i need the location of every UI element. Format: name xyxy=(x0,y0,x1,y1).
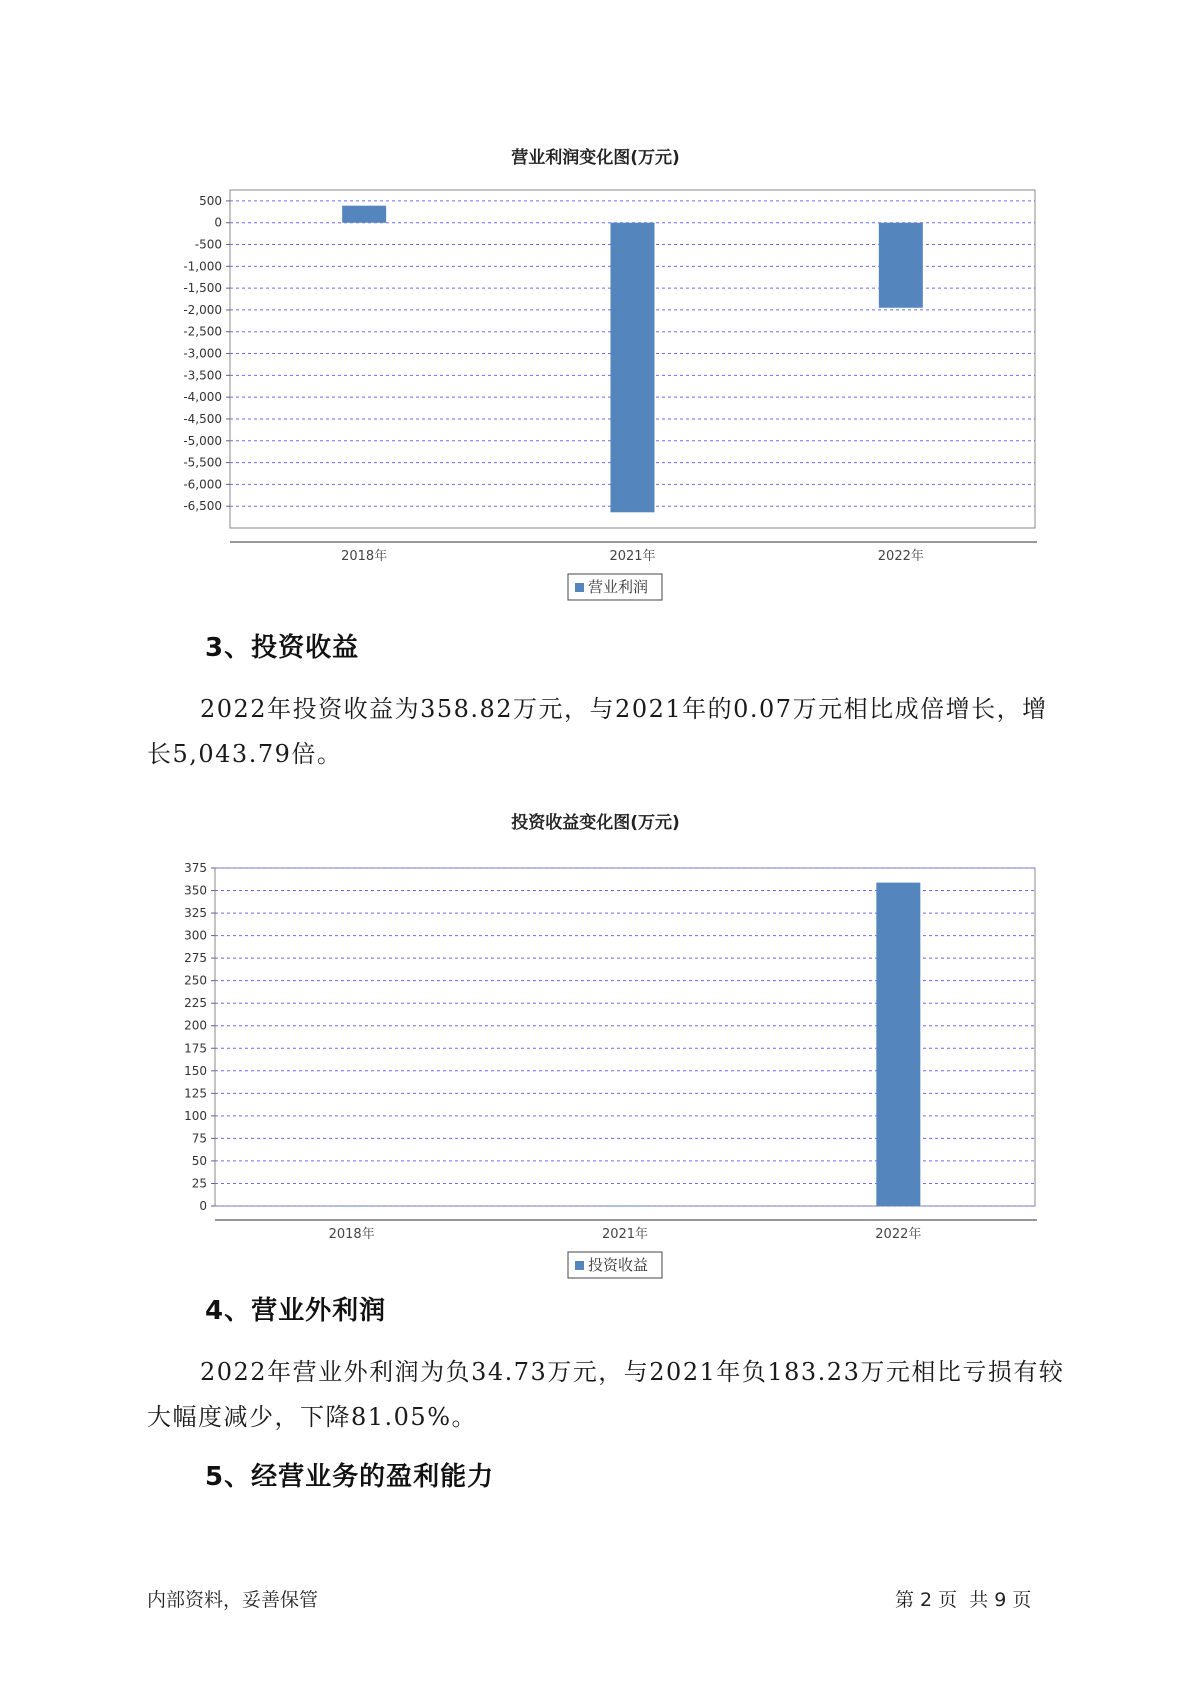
chart2-xtick-label: 2021年 xyxy=(601,1227,649,1242)
chart1-ytick-label: -1,500 xyxy=(183,281,222,296)
chart2-ytick-label: 225 xyxy=(184,996,207,1011)
chart2-ytick-label: 250 xyxy=(184,973,207,988)
chart2-ytick-label: 125 xyxy=(184,1086,207,1101)
chart1-ytick-label: -6,500 xyxy=(183,499,222,514)
chart1-legend-label: 营业利润 xyxy=(588,578,649,596)
chart2-xtick-label: 2022年 xyxy=(875,1227,922,1242)
chart1-ytick-label: -2,000 xyxy=(183,302,222,317)
chart2-title: 投资收益变化图(万元) xyxy=(511,813,680,833)
chart1-ytick-label: -4,500 xyxy=(183,411,222,426)
chart1-xtick-label: 2018年 xyxy=(341,549,388,564)
chart1-xtick-label: 2021年 xyxy=(609,549,656,564)
chart2-ytick-label: 275 xyxy=(184,951,207,966)
section4-paragraph: 2022年营业外利润为负34.73万元，与2021年负183.23万元相比亏损有较大幅度减少，下降81.05%。 xyxy=(147,1358,1065,1431)
chart2-legend-label: 投资收益 xyxy=(588,1256,649,1274)
chart2-bar-3 xyxy=(876,883,920,1206)
section4-heading: 4、营业外利润 xyxy=(205,1296,387,1326)
chart1-ytick-label: -3,000 xyxy=(183,346,222,361)
chart2-ytick-label: 50 xyxy=(191,1153,207,1168)
chart1-ytick-label: 500 xyxy=(199,193,222,208)
section3-paragraph: 2022年投资收益为358.82万元，与2021年的0.07万元相比成倍增长，增长5,043.79倍。 xyxy=(147,695,1048,768)
chart1-legend-swatch xyxy=(575,583,584,592)
chart1-ytick-label: -3,500 xyxy=(183,368,222,383)
chart2-xtick-label: 2018年 xyxy=(328,1227,375,1242)
chart2-bar-1 xyxy=(330,1206,374,1207)
section3-heading: 3、投资收益 xyxy=(205,633,360,663)
chart1-ytick-label: -6,000 xyxy=(183,477,222,492)
chart1-bar-1 xyxy=(342,206,386,223)
chart2-legend-swatch xyxy=(575,1261,584,1270)
chart1-ytick-label: -500 xyxy=(194,237,222,252)
chart1-bar-3 xyxy=(879,223,923,308)
footer-confidential-note: 内部资料，妥善保管 xyxy=(147,1589,319,1611)
chart2-ytick-label: 325 xyxy=(184,906,207,921)
chart2-ytick-label: 175 xyxy=(184,1041,207,1056)
chart1-ytick-label: -1,000 xyxy=(183,259,222,274)
chart2-ytick-label: 100 xyxy=(184,1108,207,1123)
chart1-ytick-label: -5,000 xyxy=(183,433,222,448)
chart1-xtick-label: 2022年 xyxy=(877,549,924,564)
footer-page-number: 第 2 页 共 9 页 xyxy=(895,1589,1032,1611)
chart1-bar-2 xyxy=(611,223,655,513)
chart2-ytick-label: 150 xyxy=(184,1063,207,1078)
chart2-ytick-label: 75 xyxy=(191,1131,207,1146)
investment-income-chart xyxy=(0,838,1191,1274)
chart1-ytick-label: 0 xyxy=(214,215,222,230)
chart2-ytick-label: 300 xyxy=(184,928,207,943)
chart2-ytick-label: 375 xyxy=(184,861,207,875)
chart2-ytick-label: 200 xyxy=(184,1018,207,1033)
chart1-title: 营业利润变化图(万元) xyxy=(511,148,680,168)
chart2-ytick-label: 25 xyxy=(191,1176,207,1191)
operating-profit-chart xyxy=(0,170,1191,596)
chart1-ytick-label: -5,500 xyxy=(183,455,222,470)
section5-heading: 5、经营业务的盈利能力 xyxy=(205,1462,495,1492)
chart1-ytick-label: -4,000 xyxy=(183,390,222,405)
chart2-bar-2 xyxy=(603,1206,647,1207)
chart2-ytick-label: 0 xyxy=(199,1199,207,1213)
chart2-ytick-label: 350 xyxy=(184,883,207,898)
chart1-ytick-label: -2,500 xyxy=(183,324,222,339)
